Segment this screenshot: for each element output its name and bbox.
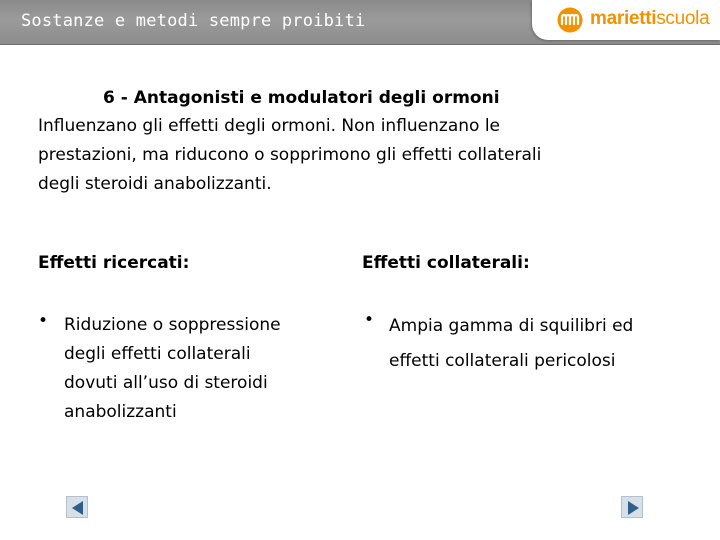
previous-slide-button[interactable] — [66, 496, 88, 518]
bullet-icon: • — [364, 310, 375, 330]
logo-word-scuola: scuola — [656, 8, 710, 29]
page-title: Sostanze e metodi sempre proibiti — [21, 11, 366, 31]
right-column-heading: Effetti collaterali: — [362, 253, 530, 273]
bullet-line: Riduzione o soppressione — [64, 315, 281, 335]
left-column-heading: Effetti ricercati: — [38, 253, 190, 273]
logo-word-marietti: marietti — [590, 8, 657, 29]
intro-line: degli steroidi anabolizzanti. — [38, 174, 272, 194]
bullet-line: Ampia gamma di squilibri ed — [389, 316, 634, 336]
intro-paragraph — [38, 112, 678, 199]
bullet-icon: • — [38, 311, 49, 331]
bullet-line: dovuti all’uso di steroidi — [64, 373, 268, 393]
right-bullet-item — [389, 309, 633, 379]
bullet-line: effetti collaterali pericolosi — [389, 351, 616, 371]
intro-line: Influenzano gli effetti degli ormoni. Non influenzano le — [38, 116, 501, 136]
bullet-line: degli effetti collaterali — [64, 344, 251, 364]
intro-line: prestazioni, ma riducono o sopprimono gli effetti collaterali — [38, 145, 542, 165]
logo — [532, 0, 720, 40]
triangle-right-icon — [622, 497, 644, 519]
marietti-logo-icon — [556, 7, 584, 33]
triangle-left-icon — [67, 497, 89, 519]
next-slide-button[interactable] — [621, 496, 643, 518]
bullet-line: anabolizzanti — [64, 402, 177, 422]
section-title: 6 - Antagonisti e modulatori degli ormoni — [103, 88, 500, 108]
left-bullet-item — [64, 311, 281, 427]
logo-text — [590, 8, 709, 30]
header-bar — [0, 0, 720, 45]
